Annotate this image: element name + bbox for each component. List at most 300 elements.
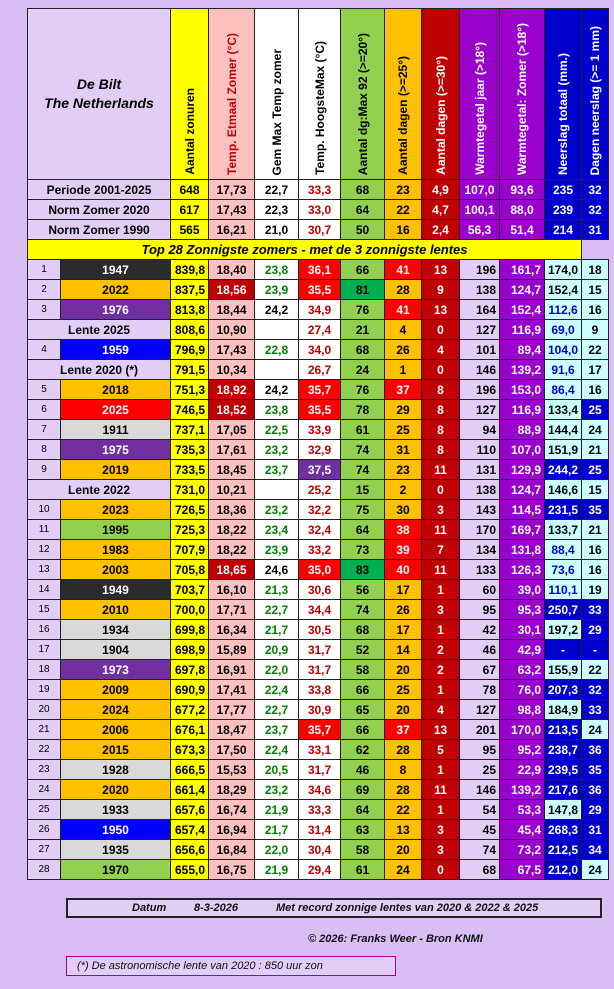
value-cell: 13 (422, 720, 460, 740)
table-row (28, 440, 609, 460)
value-cell: 796,9 (171, 340, 209, 360)
summary-value: 214 (545, 220, 582, 240)
value-cell: 35,5 (299, 280, 341, 300)
value-cell: 110 (460, 440, 500, 460)
table-row (28, 500, 609, 520)
value-cell: 18,22 (209, 520, 255, 540)
value-cell: 30,1 (500, 620, 545, 640)
value-cell: 657,4 (171, 820, 209, 840)
value-cell: 61 (341, 860, 385, 880)
summary-value: 33,0 (299, 200, 341, 220)
value-cell: 18,47 (209, 720, 255, 740)
value-cell: 656,6 (171, 840, 209, 860)
summary-value: 64 (341, 200, 385, 220)
value-cell: 35 (582, 760, 609, 780)
value-cell: 30,9 (299, 700, 341, 720)
value-cell: 184,9 (545, 700, 582, 720)
value-cell: 16 (582, 540, 609, 560)
year-cell: 2020 (61, 780, 171, 800)
value-cell: 703,7 (171, 580, 209, 600)
summary-label: Norm Zomer 2020 (28, 200, 171, 220)
value-cell: 170 (460, 520, 500, 540)
value-cell: 30,4 (299, 840, 341, 860)
table-row (28, 320, 609, 340)
value-cell: 24,6 (255, 560, 299, 580)
summary-value: 21,0 (255, 220, 299, 240)
value-cell: 32,4 (299, 520, 341, 540)
value-cell: 20 (385, 700, 422, 720)
sunniest-summers-table (27, 8, 609, 880)
summary-value: 56,3 (460, 220, 500, 240)
value-cell: 146,6 (545, 480, 582, 500)
value-cell: 131,8 (500, 540, 545, 560)
rank-number: 15 (28, 600, 61, 620)
value-cell: 54 (460, 800, 500, 820)
value-cell: 1 (422, 760, 460, 780)
value-cell: 808,6 (171, 320, 209, 340)
value-cell: 21,7 (255, 620, 299, 640)
value-cell: 95 (460, 740, 500, 760)
value-cell: 673,3 (171, 740, 209, 760)
value-cell: 25 (385, 680, 422, 700)
rank-number: 21 (28, 720, 61, 740)
value-cell: 11 (422, 520, 460, 540)
value-cell: 22,0 (255, 840, 299, 860)
value-cell: 138 (460, 280, 500, 300)
value-cell (255, 320, 299, 340)
datum-value: 8-3-2026 (194, 902, 239, 914)
value-cell: 1 (422, 800, 460, 820)
value-cell: 18,65 (209, 560, 255, 580)
summary-row (28, 180, 609, 200)
value-cell: 10,34 (209, 360, 255, 380)
value-cell: 88,4 (545, 540, 582, 560)
value-cell: 152,4 (545, 280, 582, 300)
copyright-text: © 2026: Franks Weer - Bron KNMI (308, 933, 483, 945)
column-header-label: Warmtegetal jaar (>18°) (472, 42, 487, 175)
value-cell: 676,1 (171, 720, 209, 740)
value-cell: 147,8 (545, 800, 582, 820)
value-cell: 21,3 (255, 580, 299, 600)
table-row (28, 660, 609, 680)
rank-number: 4 (28, 340, 61, 360)
lente-label: Lente 2020 (*) (28, 360, 171, 380)
year-cell: 2003 (61, 560, 171, 580)
value-cell: 67,5 (500, 860, 545, 880)
column-header (299, 9, 341, 180)
rank-number: 14 (28, 580, 61, 600)
value-cell: 45,4 (500, 820, 545, 840)
value-cell: 35,7 (299, 720, 341, 740)
value-cell: 17 (385, 580, 422, 600)
summary-value: 88,0 (500, 200, 545, 220)
value-cell: 30,6 (299, 580, 341, 600)
value-cell: 74 (341, 460, 385, 480)
value-cell: 124,7 (500, 280, 545, 300)
year-cell: 1911 (61, 420, 171, 440)
value-cell: 95,3 (500, 600, 545, 620)
value-cell: 139,2 (500, 360, 545, 380)
value-cell: 31,7 (299, 640, 341, 660)
value-cell: 813,8 (171, 300, 209, 320)
rank-number: 5 (28, 380, 61, 400)
title-line1: De Bilt (76, 76, 122, 92)
value-cell: 22,7 (255, 600, 299, 620)
rank-number: 6 (28, 400, 61, 420)
table-row (28, 560, 609, 580)
value-cell: 33 (582, 600, 609, 620)
value-cell: 19 (582, 580, 609, 600)
value-cell: 74 (341, 600, 385, 620)
table-row (28, 860, 609, 880)
value-cell: 25 (385, 420, 422, 440)
value-cell: 146 (460, 780, 500, 800)
value-cell: 36 (582, 740, 609, 760)
value-cell: 69,0 (545, 320, 582, 340)
rank-number: 25 (28, 800, 61, 820)
value-cell: 4 (385, 320, 422, 340)
value-cell: 3 (422, 840, 460, 860)
summary-value: 22,3 (255, 200, 299, 220)
value-cell: 33,9 (299, 420, 341, 440)
value-cell: 24,2 (255, 380, 299, 400)
value-cell: 10,21 (209, 480, 255, 500)
year-cell: 2018 (61, 380, 171, 400)
rank-number: 24 (28, 780, 61, 800)
value-cell: 22 (582, 660, 609, 680)
column-header-label: Aantal dg:Max 92 (>=20°) (355, 32, 370, 175)
table-row (28, 280, 609, 300)
year-cell: 2023 (61, 500, 171, 520)
rank-number: 23 (28, 760, 61, 780)
value-cell: 217,6 (545, 780, 582, 800)
year-cell: 1983 (61, 540, 171, 560)
value-cell: 26 (385, 340, 422, 360)
value-cell: 3 (422, 820, 460, 840)
table-row (28, 380, 609, 400)
value-cell: 20 (385, 660, 422, 680)
value-cell: 37 (385, 720, 422, 740)
value-cell: 28 (385, 780, 422, 800)
title-cell (28, 9, 171, 180)
value-cell: 38 (385, 520, 422, 540)
value-cell: 66 (341, 680, 385, 700)
value-cell: 155,9 (545, 660, 582, 680)
value-cell: 114,5 (500, 500, 545, 520)
value-cell: 33,1 (299, 740, 341, 760)
value-cell: 67 (460, 660, 500, 680)
value-cell: 86,4 (545, 380, 582, 400)
rank-number: 9 (28, 460, 61, 480)
summary-value: 93,6 (500, 180, 545, 200)
table-row (28, 340, 609, 360)
table-row (28, 420, 609, 440)
value-cell: 14 (385, 640, 422, 660)
year-cell: 1970 (61, 860, 171, 880)
value-cell: 138 (460, 480, 500, 500)
value-cell: 68 (341, 620, 385, 640)
value-cell: 23,8 (255, 260, 299, 280)
value-cell: 655,0 (171, 860, 209, 880)
value-cell: 231,5 (545, 500, 582, 520)
year-cell: 2024 (61, 700, 171, 720)
value-cell: 94 (460, 420, 500, 440)
value-cell: 18,52 (209, 400, 255, 420)
column-header (255, 9, 299, 180)
value-cell: 13 (422, 260, 460, 280)
value-cell: 78 (341, 400, 385, 420)
value-cell: 17 (385, 620, 422, 640)
table-row (28, 780, 609, 800)
value-cell: 239,5 (545, 760, 582, 780)
value-cell: 112,6 (545, 300, 582, 320)
value-cell: 0 (422, 860, 460, 880)
value-cell: 2 (422, 660, 460, 680)
value-cell: 5 (422, 740, 460, 760)
value-cell: 69 (341, 780, 385, 800)
value-cell: 110,1 (545, 580, 582, 600)
value-cell: 30 (385, 500, 422, 520)
year-cell: 1934 (61, 620, 171, 640)
year-cell: 1928 (61, 760, 171, 780)
value-cell: 11 (422, 780, 460, 800)
value-cell: 53,3 (500, 800, 545, 820)
value-cell: 21,9 (255, 860, 299, 880)
value-cell: 24 (582, 420, 609, 440)
summary-value: 4,7 (422, 200, 460, 220)
summary-value: 30,7 (299, 220, 341, 240)
value-cell: 23,9 (255, 280, 299, 300)
summary-label: Periode 2001-2025 (28, 180, 171, 200)
value-cell: 18,40 (209, 260, 255, 280)
value-cell: 31,7 (299, 760, 341, 780)
value-cell: 657,6 (171, 800, 209, 820)
year-cell: 1959 (61, 340, 171, 360)
footer-datum-box (66, 898, 602, 918)
table-row (28, 400, 609, 420)
value-cell: 731,0 (171, 480, 209, 500)
value-cell: 64 (341, 800, 385, 820)
value-cell: 83 (341, 560, 385, 580)
value-cell: 35,7 (299, 380, 341, 400)
rank-number: 20 (28, 700, 61, 720)
value-cell: 196 (460, 260, 500, 280)
value-cell: 41 (385, 300, 422, 320)
value-cell: 23,2 (255, 780, 299, 800)
value-cell: 1 (422, 580, 460, 600)
rank-number: 3 (28, 300, 61, 320)
value-cell: 15 (582, 280, 609, 300)
column-header (341, 9, 385, 180)
value-cell: 11 (422, 560, 460, 580)
value-cell: 37,5 (299, 460, 341, 480)
value-cell: 25 (582, 400, 609, 420)
value-cell: 104,0 (545, 340, 582, 360)
table-row (28, 800, 609, 820)
summary-value: 31 (582, 220, 609, 240)
value-cell: 42 (460, 620, 500, 640)
value-cell: 735,3 (171, 440, 209, 460)
table-row (28, 720, 609, 740)
summary-value: 565 (171, 220, 209, 240)
value-cell: 22 (385, 800, 422, 820)
value-cell: 64 (341, 520, 385, 540)
lente-label: Lente 2025 (28, 320, 171, 340)
value-cell: 32 (582, 680, 609, 700)
value-cell: 126,3 (500, 560, 545, 580)
value-cell: 8 (385, 760, 422, 780)
value-cell: 2 (385, 480, 422, 500)
rank-number: 26 (28, 820, 61, 840)
value-cell: 268,3 (545, 820, 582, 840)
value-cell: 17 (582, 360, 609, 380)
year-cell: 1949 (61, 580, 171, 600)
value-cell: 20 (385, 840, 422, 860)
value-cell: 15 (582, 480, 609, 500)
rank-number: 16 (28, 620, 61, 640)
value-cell: 24 (385, 860, 422, 880)
value-cell: 207,3 (545, 680, 582, 700)
top28-banner: Top 28 Zonnigste zomers - met de 3 zonnigste lentes (28, 240, 582, 260)
value-cell: 22,5 (255, 420, 299, 440)
value-cell: 31 (385, 440, 422, 460)
column-header-label: Temp. Etmaal Zomer (°C) (224, 33, 239, 175)
year-cell: 2006 (61, 720, 171, 740)
column-header (422, 9, 460, 180)
value-cell: 22,4 (255, 680, 299, 700)
value-cell: 144,4 (545, 420, 582, 440)
rank-number: 1 (28, 260, 61, 280)
value-cell: 127 (460, 700, 500, 720)
value-cell: 46 (341, 760, 385, 780)
value-cell: 174,0 (545, 260, 582, 280)
value-cell: 212,0 (545, 860, 582, 880)
summary-value: 17,73 (209, 180, 255, 200)
value-cell: 32,2 (299, 500, 341, 520)
column-header-label: Dagen neerslag (>= 1 mm) (588, 25, 602, 175)
value-cell: 690,9 (171, 680, 209, 700)
table-row (28, 580, 609, 600)
value-cell: 18,56 (209, 280, 255, 300)
value-cell: 81 (341, 280, 385, 300)
value-cell: 35,5 (299, 400, 341, 420)
value-cell: 45 (460, 820, 500, 840)
column-header-label: Temp. HoogsteMax (°C) (312, 41, 327, 175)
weather-table-container (27, 8, 609, 880)
year-cell: 2009 (61, 680, 171, 700)
value-cell: 75 (341, 500, 385, 520)
value-cell: 26 (385, 600, 422, 620)
value-cell: 88,9 (500, 420, 545, 440)
value-cell: 9 (422, 280, 460, 300)
column-header (209, 9, 255, 180)
value-cell: 20,5 (255, 760, 299, 780)
value-cell: 34,9 (299, 300, 341, 320)
value-cell: 65 (341, 700, 385, 720)
value-cell: 61 (341, 420, 385, 440)
value-cell: 0 (422, 360, 460, 380)
value-cell: 751,3 (171, 380, 209, 400)
value-cell: 40 (385, 560, 422, 580)
value-cell: 170,0 (500, 720, 545, 740)
summary-value: 4,9 (422, 180, 460, 200)
value-cell: 17,05 (209, 420, 255, 440)
value-cell: 26,7 (299, 360, 341, 380)
value-cell: 28 (385, 740, 422, 760)
value-cell: 15,53 (209, 760, 255, 780)
value-cell: 153,0 (500, 380, 545, 400)
table-row (28, 740, 609, 760)
value-cell: 8 (422, 380, 460, 400)
table-row (28, 760, 609, 780)
table-row (28, 460, 609, 480)
value-cell: 62 (341, 740, 385, 760)
column-header-label: Aantal dagen (>=30°) (433, 56, 448, 175)
value-cell: 29 (385, 400, 422, 420)
value-cell: 746,5 (171, 400, 209, 420)
value-cell: 705,8 (171, 560, 209, 580)
value-cell: 7 (422, 540, 460, 560)
value-cell (255, 360, 299, 380)
value-cell: 201 (460, 720, 500, 740)
value-cell: 707,9 (171, 540, 209, 560)
value-cell: 25 (582, 460, 609, 480)
summary-value: 617 (171, 200, 209, 220)
value-cell: 34,4 (299, 600, 341, 620)
value-cell: 31 (582, 820, 609, 840)
value-cell: 152,4 (500, 300, 545, 320)
value-cell: 24 (582, 860, 609, 880)
value-cell: 697,8 (171, 660, 209, 680)
value-cell: 23,7 (255, 720, 299, 740)
summary-label: Norm Zomer 1990 (28, 220, 171, 240)
summary-value: 100,1 (460, 200, 500, 220)
column-header-label: Aantal dagen (>=25°) (396, 56, 411, 175)
value-cell: 23,9 (255, 540, 299, 560)
value-cell: 238,7 (545, 740, 582, 760)
value-cell: 15,89 (209, 640, 255, 660)
value-cell: 22,0 (255, 660, 299, 680)
summary-value: 68 (341, 180, 385, 200)
value-cell: 16,84 (209, 840, 255, 860)
value-cell: 107,0 (500, 440, 545, 460)
value-cell: 22,9 (500, 760, 545, 780)
year-cell: 2019 (61, 460, 171, 480)
summary-row (28, 200, 609, 220)
value-cell: 41 (385, 260, 422, 280)
value-cell: 143 (460, 500, 500, 520)
value-cell: 29 (582, 800, 609, 820)
rank-number: 2 (28, 280, 61, 300)
value-cell: 29,4 (299, 860, 341, 880)
value-cell: 16,34 (209, 620, 255, 640)
value-cell: 37 (385, 380, 422, 400)
value-cell: 2 (422, 640, 460, 660)
value-cell: 23 (385, 460, 422, 480)
summary-value: 50 (341, 220, 385, 240)
value-cell: 0 (422, 480, 460, 500)
record-text: Met record zonnige lentes van 2020 & 2022 & 2025 (276, 902, 539, 914)
value-cell: 677,2 (171, 700, 209, 720)
value-cell: 33,2 (299, 540, 341, 560)
value-cell: 133,4 (545, 400, 582, 420)
year-cell: 1947 (61, 260, 171, 280)
value-cell: 78 (460, 680, 500, 700)
value-cell: 22 (582, 340, 609, 360)
value-cell: 18,29 (209, 780, 255, 800)
value-cell: 25 (460, 760, 500, 780)
column-header-label: Neerslag totaal (mm.) (556, 52, 571, 175)
